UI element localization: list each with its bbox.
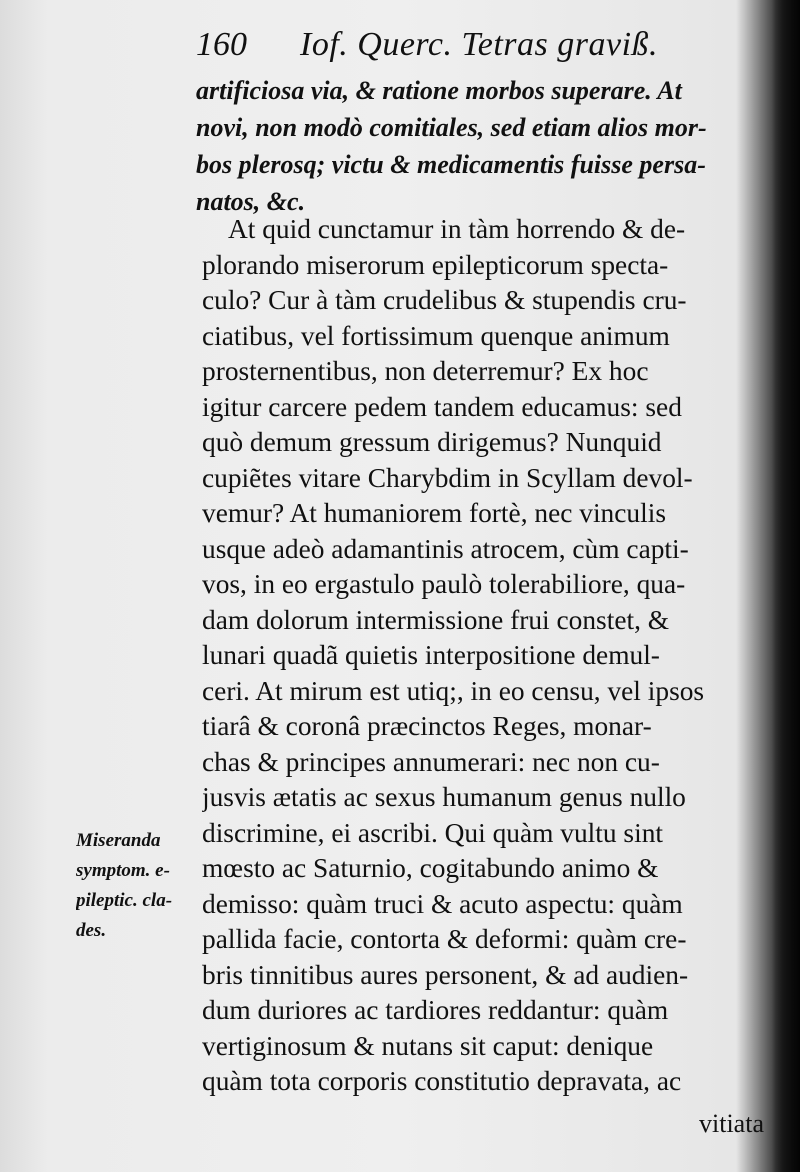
italic-line: artificiosa via, & ratione morbos superare. At xyxy=(196,76,682,105)
body-line: vos, in eo ergastulo paulò tolerabiliore, qua- xyxy=(202,569,686,599)
italic-line: natos, &c. xyxy=(196,187,306,216)
italic-line: novi, non modò comitiales, sed etiam alios mor- xyxy=(196,113,707,142)
italic-line: bos plerosq; victu & medicamentis fuisse persa- xyxy=(196,150,706,179)
marginal-line: des. xyxy=(76,920,107,941)
body-line: quò demum gressum dirigemus? Nunquid xyxy=(202,427,662,457)
body-line: jusvis ætatis ac sexus humanum genus nullo xyxy=(202,782,686,812)
body-line: tiarâ & coronâ præcinctos Reges, monar- xyxy=(202,711,652,741)
body-line: dum duriores ac tardiores reddantur: quàm xyxy=(202,995,669,1025)
body-line: igitur carcere pedem tandem educamus: sed xyxy=(202,391,682,422)
italic-quotation xyxy=(196,72,766,220)
marginal-note xyxy=(76,826,196,946)
body-line: At quid cunctamur in tàm horrendo & de- xyxy=(228,214,686,244)
marginal-line: Miseranda xyxy=(76,830,161,851)
body-line: cupiẽtes vitare Charybdim in Scyllam devol- xyxy=(202,462,693,493)
body-line: ciatibus, vel fortissimum quenque animum xyxy=(202,320,670,351)
body-line: ceri. At mirum est utiq;, in eo censu, vel ipsos xyxy=(202,675,705,706)
running-header xyxy=(196,20,756,70)
body-line: chas & principes annumerari: nec non cu- xyxy=(202,746,660,777)
body-line: culo? Cur à tàm crudelibus & stupendis cru- xyxy=(202,285,687,315)
body-line: discrimine, ei ascribi. Qui quàm vultu sint xyxy=(202,817,663,848)
marginal-line: pileptic. cla- xyxy=(76,890,173,911)
body-text xyxy=(202,212,762,1100)
page-number: 160 xyxy=(196,26,247,63)
body-line: bris tinnitibus aures personent, & ad audien- xyxy=(202,959,689,990)
body-line: vertiginosum & nutans sit caput: denique xyxy=(202,1030,654,1061)
catchword: vitiata xyxy=(699,1109,764,1138)
body-line: pallida facie, contorta & deformi: quàm cre- xyxy=(202,924,687,954)
body-line: quàm tota corporis constitutio depravata, ac xyxy=(202,1066,682,1096)
running-title: Iof. Querc. Tetras graviß. xyxy=(300,26,659,63)
body-line: prosternentibus, non deterremur? Ex hoc xyxy=(202,356,649,386)
body-line: dam dolorum intermissione frui constet, & xyxy=(202,604,670,635)
body-line: plorando miserorum epilepticorum specta- xyxy=(202,249,669,280)
body-line: lunari quadã quietis interpositione demul- xyxy=(202,640,660,670)
page-edge-shadow xyxy=(772,0,800,1172)
marginal-line: symptom. e- xyxy=(76,860,170,881)
body-line: vemur? At humaniorem fortè, nec vinculis xyxy=(202,498,666,528)
body-line: usque adeò adamantinis atrocem, cùm capti- xyxy=(202,533,689,564)
body-line: demisso: quàm truci & acuto aspectu: quàm xyxy=(202,888,683,919)
body-line: mœsto ac Saturnio, cogitabundo animo & xyxy=(202,853,659,883)
